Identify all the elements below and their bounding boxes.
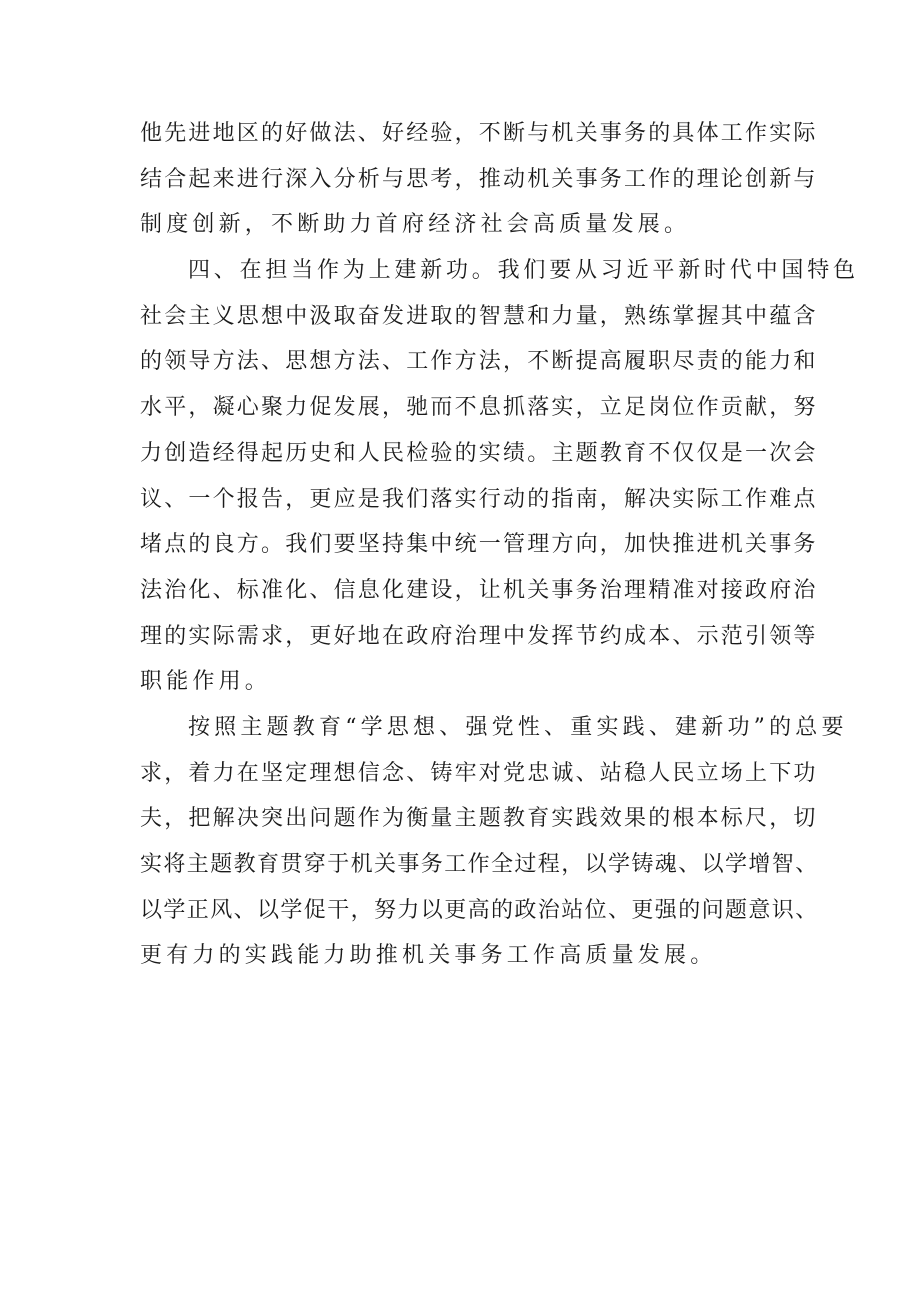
text-line: 职能作用。 (140, 669, 272, 695)
text-line: 他先进地区的好做法、好经验，不断与机关事务的具体工作实际 (140, 121, 818, 146)
text-line: 议、一个报告，更应是我们落实行动的指南，解决实际工作难点 (140, 486, 818, 512)
text-line: 夫，把解决突出问题作为衡量主题教育实践效果的根本标尺，切 (140, 806, 818, 832)
text-line: 的领导方法、思想方法、工作方法，不断提高履职尽责的能力和 (140, 349, 818, 375)
paragraph-first-line: 四、在担当作为上建新功。我们要从习近平新时代中国特色 (188, 258, 859, 284)
text-line: 水平，凝心聚力促发展，驰而不息抓落实，立足岗位作贡献，努 (140, 395, 818, 421)
text-line: 理的实际需求，更好地在政府治理中发挥节约成本、示范引领等 (140, 623, 818, 649)
document-body (140, 111, 859, 979)
text-line: 以学正风、以学促干，努力以更高的政治站位、更强的问题意识、 (140, 897, 819, 923)
text-line: 社会主义思想中汲取奋发进取的智慧和力量，熟练掌握其中蕴含 (140, 303, 818, 329)
text-line: 求，着力在坚定理想信念、铸牢对党忠诚、站稳人民立场上下功 (140, 760, 818, 786)
text-line: 法治化、标准化、信息化建设，让机关事务治理精准对接政府治 (140, 577, 818, 603)
text-line: 制度创新，不断助力首府经济社会高质量发展。 (140, 212, 691, 238)
text-line: 结合起来进行深入分析与思考，推动机关事务工作的理论创新与 (140, 166, 818, 192)
text-line: 更有力的实践能力助推机关事务工作高质量发展。 (140, 943, 717, 969)
text-line: 堵点的良方。我们要坚持集中统一管理方向，加快推进机关事务 (140, 532, 818, 558)
text-line: 实将主题教育贯穿于机关事务工作全过程，以学铸魂、以学增智、 (140, 852, 819, 877)
text-line: 力创造经得起历史和人民检验的实绩。主题教育不仅仅是一次会 (140, 440, 818, 466)
paragraph-first-line: 按照主题教育“学思想、强党性、重实践、建新功”的总要 (188, 714, 848, 740)
